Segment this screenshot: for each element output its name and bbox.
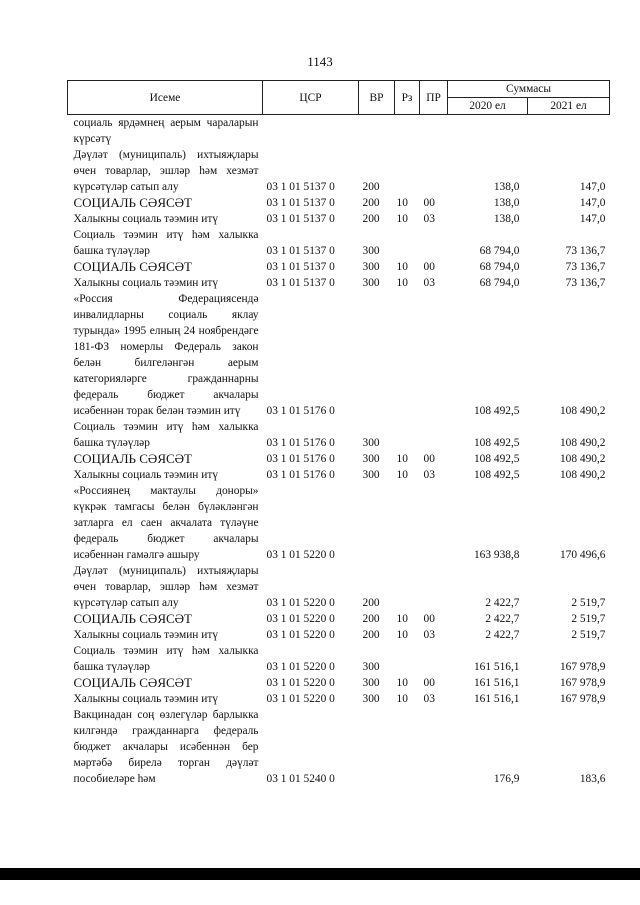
header-csr: ЦСР — [263, 81, 359, 115]
cell-2020: 161 516,1 — [473, 677, 520, 689]
cell-2021: 2 519,7 — [571, 629, 606, 641]
cell-vr: 300 — [362, 261, 380, 273]
cell-csr: 03 1 01 5137 0 — [266, 181, 335, 193]
cell-rz: 10 — [396, 453, 408, 465]
cell-2021: 108 490,2 — [559, 437, 606, 449]
cell-csr: 03 1 01 5137 0 — [266, 213, 335, 225]
cell-vr: 300 — [362, 661, 380, 673]
cell-rz: 10 — [396, 613, 408, 625]
cell-pr: 00 — [423, 261, 435, 273]
cell-vr: 300 — [362, 469, 380, 481]
cell-2020 — [448, 115, 528, 148]
header-pr: ПР — [420, 81, 448, 115]
cell-pr: 03 — [423, 277, 435, 289]
cell-vr — [359, 115, 395, 148]
cell-pr: 03 — [423, 469, 435, 481]
cell-vr: 200 — [362, 597, 380, 609]
cell-2021: 167 978,9 — [559, 693, 606, 705]
cell-2020: 108 492,5 — [473, 453, 520, 465]
cell-2020: 161 516,1 — [473, 661, 520, 673]
table-row — [68, 115, 610, 148]
cell-csr: 03 1 01 5220 0 — [266, 661, 335, 673]
cell-rz — [395, 147, 420, 195]
cell-name: СОЦИАЛЬ СӘЯСӘТ — [73, 195, 192, 210]
table-row — [68, 227, 610, 259]
table-row — [68, 483, 610, 563]
header-vr: ВР — [359, 81, 395, 115]
cell-rz: 10 — [396, 213, 408, 225]
cell-2020: 2 422,7 — [485, 629, 520, 641]
cell-2021: 2 519,7 — [571, 597, 606, 609]
cell-rz — [395, 483, 420, 563]
cell-vr: 200 — [362, 197, 380, 209]
cell-rz — [395, 643, 420, 675]
table-body — [68, 115, 610, 788]
cell-vr — [359, 707, 395, 787]
cell-name: Дәүләт (муниципаль) ихтыяҗлары өчен товарлар, эшләр һәм хезмәт күрсәтүләр сатып алу — [73, 149, 259, 193]
table-row — [68, 291, 610, 419]
cell-pr — [420, 227, 448, 259]
cell-pr — [420, 419, 448, 451]
cell-rz — [395, 291, 420, 419]
header-year-2021: 2021 ел — [528, 98, 610, 115]
cell-name: «Россиянең мактаулы доноры» күкрәк тамгасы белән бүләкләнгән затларга ел саен акчалата түләүне федераль бюджет акчалары исәбеннән гамәлгә ашыру — [73, 485, 259, 561]
cell-rz: 10 — [396, 629, 408, 641]
cell-2021: 170 496,6 — [559, 549, 606, 561]
cell-name: Дәүләт (муниципаль) ихтыяҗлары өчен товарлар, эшләр һәм хезмәт күрсәтүләр сатып алу — [73, 565, 259, 609]
cell-csr: 03 1 01 5137 0 — [266, 197, 335, 209]
cell-name: СОЦИАЛЬ СӘЯСӘТ — [73, 259, 192, 274]
cell-name: Социаль тәэмин итү һәм халыкка башка түләүләр — [73, 229, 259, 257]
scan-bottom-border — [0, 868, 640, 880]
header-name: Исеме — [68, 81, 263, 115]
cell-pr: 03 — [423, 629, 435, 641]
cell-pr — [420, 707, 448, 787]
cell-2020: 138,0 — [493, 181, 520, 193]
cell-rz: 10 — [396, 693, 408, 705]
cell-pr — [420, 643, 448, 675]
cell-pr — [420, 483, 448, 563]
table-row — [68, 563, 610, 611]
table-row — [68, 467, 610, 483]
cell-rz — [395, 419, 420, 451]
cell-csr: 03 1 01 5176 0 — [266, 437, 335, 449]
cell-2020: 2 422,7 — [485, 613, 520, 625]
header-year-2020: 2020 ел — [448, 98, 528, 115]
table-row — [68, 275, 610, 291]
cell-csr: 03 1 01 5137 0 — [266, 277, 335, 289]
cell-rz: 10 — [396, 677, 408, 689]
cell-pr — [420, 147, 448, 195]
cell-2021: 73 136,7 — [565, 245, 606, 257]
cell-rz — [395, 563, 420, 611]
cell-2021: 108 490,2 — [559, 469, 606, 481]
cell-csr: 03 1 01 5176 0 — [266, 453, 335, 465]
table-row — [68, 451, 610, 467]
cell-2020: 108 492,5 — [473, 405, 520, 417]
cell-csr: 03 1 01 5240 0 — [266, 773, 335, 785]
cell-vr: 300 — [362, 677, 380, 689]
cell-2021: 108 490,2 — [559, 453, 606, 465]
cell-2020: 161 516,1 — [473, 693, 520, 705]
table-row — [68, 195, 610, 211]
cell-csr: 03 1 01 5220 0 — [266, 693, 335, 705]
cell-rz: 10 — [396, 277, 408, 289]
cell-rz — [395, 227, 420, 259]
cell-vr — [359, 483, 395, 563]
cell-2021: 73 136,7 — [565, 277, 606, 289]
cell-2021: 167 978,9 — [559, 661, 606, 673]
cell-csr: 03 1 01 5220 0 — [266, 597, 335, 609]
cell-vr: 300 — [362, 277, 380, 289]
cell-vr: 300 — [362, 437, 380, 449]
table-row — [68, 419, 610, 451]
table-row — [68, 643, 610, 675]
cell-2020: 108 492,5 — [473, 469, 520, 481]
cell-csr: 03 1 01 5220 0 — [266, 629, 335, 641]
cell-2020: 68 794,0 — [479, 277, 520, 289]
table-header — [68, 81, 610, 115]
cell-2020: 163 938,8 — [473, 549, 520, 561]
cell-name: СОЦИАЛЬ СӘЯСӘТ — [73, 611, 192, 626]
cell-name: Халыкны социаль тәэмин итү — [73, 629, 219, 641]
cell-pr: 00 — [423, 197, 435, 209]
cell-pr: 00 — [423, 613, 435, 625]
cell-csr: 03 1 01 5137 0 — [266, 261, 335, 273]
header-rz: Рз — [395, 81, 420, 115]
cell-pr: 00 — [423, 453, 435, 465]
header-sums: Суммасы — [448, 81, 610, 98]
cell-name: «Россия Федерациясендә инвалидларны социаль яклау турында» 1995 елның 24 ноябрендәге 181-ФЗ номерлы Федераль закон белән билгеләнгән аерым категорияләрге гражданнарны федераль бюджет акчалары исәбеннән торак белән тәэмин итү — [73, 293, 259, 417]
cell-2021 — [528, 115, 610, 148]
page-number: 1143 — [307, 54, 333, 69]
cell-vr: 200 — [362, 181, 380, 193]
cell-csr — [263, 115, 359, 148]
cell-2021: 147,0 — [579, 213, 606, 225]
cell-vr — [359, 291, 395, 419]
cell-2021: 183,6 — [579, 773, 606, 785]
cell-pr — [420, 563, 448, 611]
table-row — [68, 211, 610, 227]
cell-2021: 73 136,7 — [565, 261, 606, 273]
cell-vr: 200 — [362, 213, 380, 225]
cell-name: СОЦИАЛЬ СӘЯСӘТ — [73, 451, 192, 466]
cell-2020: 138,0 — [493, 213, 520, 225]
cell-2021: 2 519,7 — [571, 613, 606, 625]
cell-name: Вакцинадан соң өзлегүләр барлыкка килгәндә гражданнарга федераль бюджет акчалары исәбеннән бер мәртәбә бирелә торган дәүләт пособиеләре һәм — [73, 709, 259, 785]
cell-pr: 03 — [423, 213, 435, 225]
cell-csr: 03 1 01 5176 0 — [266, 405, 335, 417]
cell-2021: 108 490,2 — [559, 405, 606, 417]
cell-pr — [420, 291, 448, 419]
cell-2021: 147,0 — [579, 181, 606, 193]
cell-vr: 200 — [362, 613, 380, 625]
table-row — [68, 147, 610, 195]
table-row — [68, 675, 610, 691]
cell-name: Халыкны социаль тәэмин итү — [73, 469, 219, 481]
cell-pr: 00 — [423, 677, 435, 689]
cell-vr: 300 — [362, 693, 380, 705]
table-row — [68, 707, 610, 787]
table-row — [68, 611, 610, 627]
cell-2020: 108 492,5 — [473, 437, 520, 449]
cell-csr: 03 1 01 5220 0 — [266, 613, 335, 625]
cell-vr: 300 — [362, 453, 380, 465]
table-row — [68, 691, 610, 707]
cell-rz: 10 — [396, 197, 408, 209]
cell-name: Социаль тәэмин итү һәм халыкка башка түләүләр — [73, 645, 259, 673]
cell-2021: 167 978,9 — [559, 677, 606, 689]
cell-name: Халыкны социаль тәэмин итү — [73, 213, 219, 225]
cell-2020: 68 794,0 — [479, 245, 520, 257]
cell-rz: 10 — [396, 261, 408, 273]
cell-rz: 10 — [396, 469, 408, 481]
cell-name: Халыкны социаль тәэмин итү — [73, 277, 219, 289]
cell-2021: 147,0 — [579, 197, 606, 209]
cell-name: социаль ярдәмнең аерым чараларын күрсәтү — [73, 117, 259, 145]
budget-table — [67, 80, 610, 787]
cell-pr — [420, 115, 448, 148]
cell-vr: 200 — [362, 629, 380, 641]
cell-rz — [395, 707, 420, 787]
cell-2020: 138,0 — [493, 197, 520, 209]
cell-csr: 03 1 01 5220 0 — [266, 677, 335, 689]
cell-2020: 68 794,0 — [479, 261, 520, 273]
cell-csr: 03 1 01 5220 0 — [266, 549, 335, 561]
cell-pr: 03 — [423, 693, 435, 705]
cell-name: СОЦИАЛЬ СӘЯСӘТ — [73, 675, 192, 690]
cell-csr: 03 1 01 5176 0 — [266, 469, 335, 481]
cell-name: Социаль тәэмин итү һәм халыкка башка түләүләр — [73, 421, 259, 449]
cell-rz — [395, 115, 420, 148]
cell-csr: 03 1 01 5137 0 — [266, 245, 335, 257]
cell-vr: 300 — [362, 245, 380, 257]
cell-2020: 176,9 — [493, 773, 520, 785]
table-row — [68, 627, 610, 643]
cell-2020: 2 422,7 — [485, 597, 520, 609]
table-row — [68, 259, 610, 275]
cell-name: Халыкны социаль тәэмин итү — [73, 693, 219, 705]
